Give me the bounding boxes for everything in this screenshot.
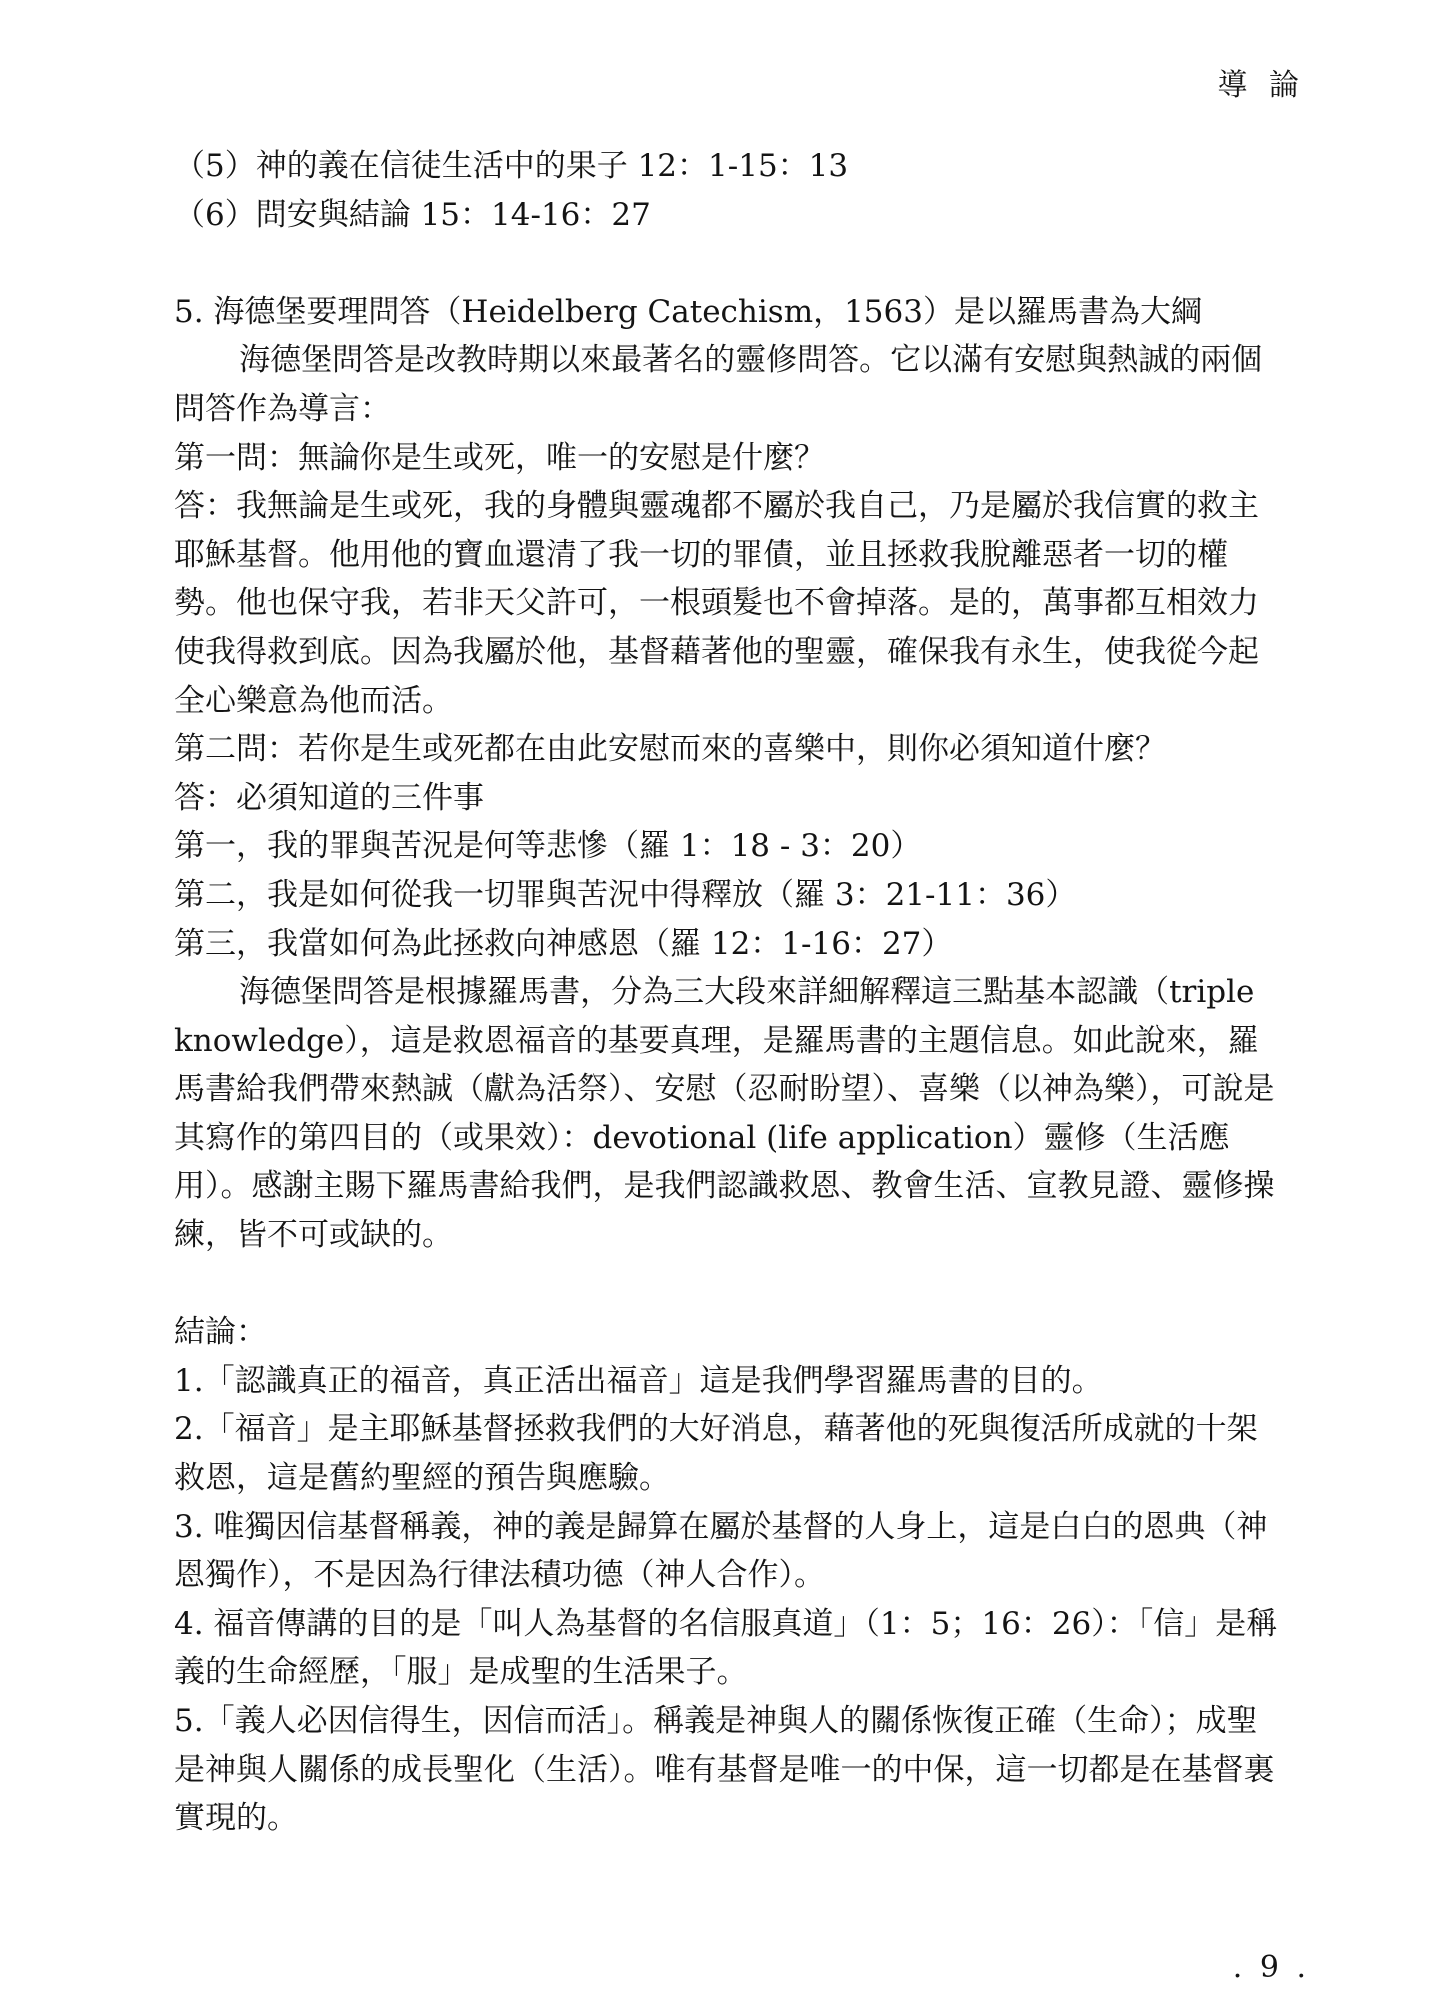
paragraph-gap <box>174 1260 1284 1309</box>
outline-item-6: （6）問安與結論 15：14-16：27 <box>174 196 651 233</box>
outline-item-5: （5）神的義在信徒生活中的果子 12：1-15：13 <box>174 148 849 184</box>
catechism-intro: 海德堡問答是改教時期以來最著名的靈修問答。它以滿有安慰與熱誠的兩個問答作為導言： <box>174 342 1263 427</box>
conclusion-item-1: 1.「認識真正的福音，真正活出福音」這是我們學習羅馬書的目的。 <box>174 1362 1103 1399</box>
page-number: . 9 . <box>1232 1950 1310 1985</box>
question-2: 第二問：若你是生或死都在由此安慰而來的喜樂中，則你必須知道什麼？ <box>174 731 1166 768</box>
question-1: 第一問：無論你是生或死，唯一的安慰是什麼？ <box>174 439 825 476</box>
conclusion-item-3: 3. 唯獨因信基督稱義，神的義是歸算在屬於基督的人身上，這是白白的恩典（神恩獨作），不是因為行律法積功德（神人合作）。 <box>174 1508 1268 1594</box>
conclusion-item-4: 4. 福音傳講的目的是「叫人為基督的名信服真道」（1：5；16：26）：「信」是稱義的生命經歷，「服」是成聖的生活果子。 <box>174 1605 1278 1691</box>
knowledge-point-3: 第三，我當如何為此拯救向神感恩（羅 12：1-16：27） <box>174 925 953 962</box>
running-header: 導 論 <box>1217 68 1305 103</box>
answer-1: 答：我無論是生或死，我的身體與靈魂都不屬於我自己，乃是屬於我信實的救主耶穌基督。他用他的寶血還清了我一切的罪債，並且拯救我脫離惡者一切的權勢。他也保守我，若非天父許可，一根頭髮也不會掉落。是的，萬事都互相效力使我得救到底。因為我屬於他，基督藉著他的聖靈，確保我有永生，使我從今起全心樂意為他而活。 <box>174 488 1259 719</box>
catechism-summary: 海德堡問答是根據羅馬書，分為三大段來詳細解釋這三點基本認識（triple knowledge），這是救恩福音的基要真理，是羅馬書的主題信息。如此說來，羅馬書給我們帶來熱誠（獻為活祭）、安慰（忍耐盼望）、喜樂（以神為樂），可說是其寫作的第四目的（或果效）：devotional (life application）靈修（生活應用）。感謝主賜下羅馬書給我們，是我們認識救恩、教會生活、宣教見證、靈修操練，皆不可或缺的。 <box>174 974 1275 1254</box>
page-body <box>174 142 1284 1843</box>
section-heading: 5. 海德堡要理問答（Heidelberg Catechism，1563）是以羅馬書為大綱 <box>174 293 1202 330</box>
knowledge-point-1: 第一，我的罪與苦況是何等悲慘（羅 1：18 - 3：20） <box>174 828 922 865</box>
conclusion-item-2: 2.「福音」是主耶穌基督拯救我們的大好消息，藉著他的死與復活所成就的十架救恩，這是舊約聖經的預告與應驗。 <box>174 1411 1258 1497</box>
conclusion-item-5: 5.「義人必因信得生，因信而活」。稱義是神與人的關係恢復正確（生命）；成聖是神與人關係的成長聖化（生活）。唯有基督是唯一的中保，這一切都是在基督裏實現的。 <box>174 1703 1275 1837</box>
answer-2: 答：必須知道的三件事 <box>174 779 484 816</box>
conclusion-heading: 結論： <box>174 1314 267 1351</box>
knowledge-point-2: 第二，我是如何從我一切罪與苦況中得釋放（羅 3：21-11：36） <box>174 876 1077 913</box>
paragraph-gap <box>174 239 1284 288</box>
